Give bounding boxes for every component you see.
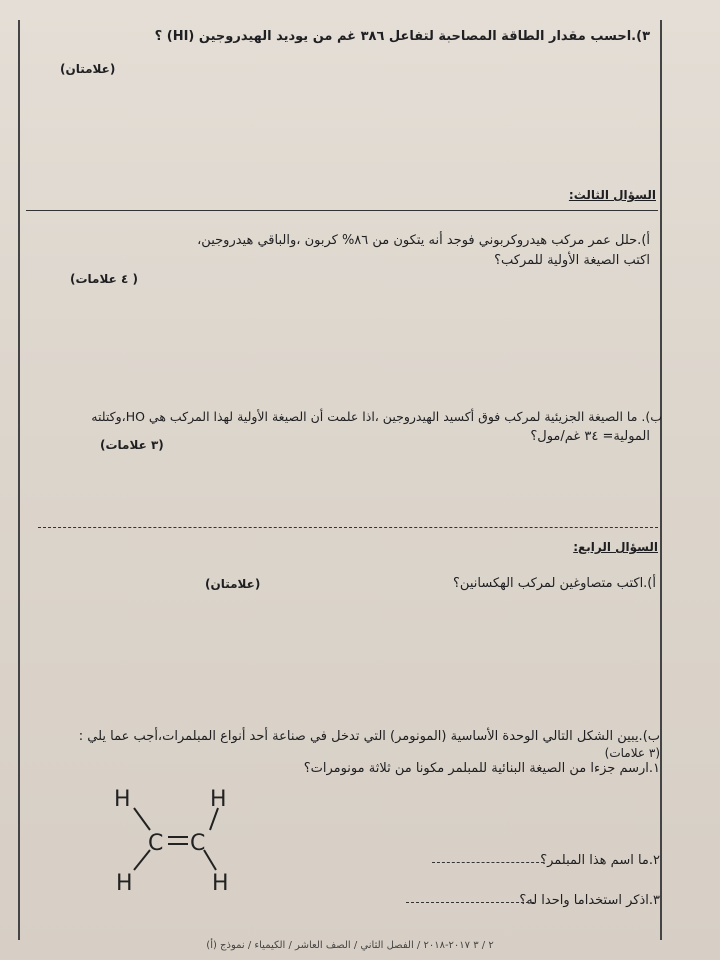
question-four-heading: السؤال الرابع: [573, 540, 658, 554]
question-3-text: ٣).احسب مقدار الطاقة المصاحبة لتفاعل ٣٨٦ غم من يوديد الهيدروجين (HI) ؟ [154, 29, 650, 44]
question-four-b-item3: ٣.اذكر استخداما واحدا له؟ [519, 893, 660, 908]
atom-h-bottom-left: H [116, 871, 133, 896]
atom-h-top-left: H [114, 787, 131, 812]
question-three-a-line1: أ).حلل عمر مركب هيدروكربوني فوجد أنه يتكون من ٨٦% كربون ،والباقي هيدروجين، [197, 233, 650, 248]
answer-line-item2 [432, 862, 544, 863]
question-three-a-marks: ( ٤ علامات) [70, 272, 138, 286]
atom-c-right: C [190, 831, 206, 856]
question-four-a-marks: (علامتان) [205, 577, 261, 591]
section-divider-2 [38, 527, 658, 528]
question-four-b-item1: ١.ارسم جزءا من الصيغة البنائية للمبلمر مكونا من ثلاثة مونومرات؟ [303, 761, 660, 776]
atom-c-left: C [148, 831, 164, 856]
question-three-a-line2: اكتب الصيغة الأولية للمركب؟ [494, 253, 650, 268]
question-three-heading: السؤال الثالث: [568, 188, 656, 202]
ethene-structure-diagram [100, 780, 260, 900]
question-3-marks: (علامتان) [60, 62, 116, 76]
question-four-a-text: أ).اكتب متصاوغين لمركب الهكسانين؟ [453, 576, 656, 591]
question-four-b-item2: ٢.ما اسم هذا المبلمر؟ [540, 853, 660, 868]
question-three-b-marks: (٣ علامات) [100, 438, 164, 452]
question-four-b-marks: (٣ علامات) [604, 746, 660, 760]
question-three-b-line1: ب). ما الصيغة الجزيئية لمركب فوق أكسيد الهيدروجين ،اذا علمت أن الصيغة الأولية لهذا المركب هي HO،وكتلته [91, 409, 662, 424]
page-footer: ٢ / ٣ ٢٠١٧-٢٠١٨ / الفصل الثاني / الصف العاشر / الكيمياء / نموذج (أ) [206, 940, 494, 951]
answer-line-item3 [406, 902, 534, 903]
atom-h-bottom-right: H [212, 871, 229, 896]
question-four-b-line1: ب).يبين الشكل التالي الوحدة الأساسية (المونومر) التي تدخل في صناعة أحد أنواع المبلمرات،أجب عما يلي : [78, 729, 660, 744]
question-three-b-line2: المولية= ٣٤ غم/مول؟ [530, 429, 650, 444]
section-divider-1 [26, 210, 658, 211]
atom-h-top-right: H [210, 787, 227, 812]
